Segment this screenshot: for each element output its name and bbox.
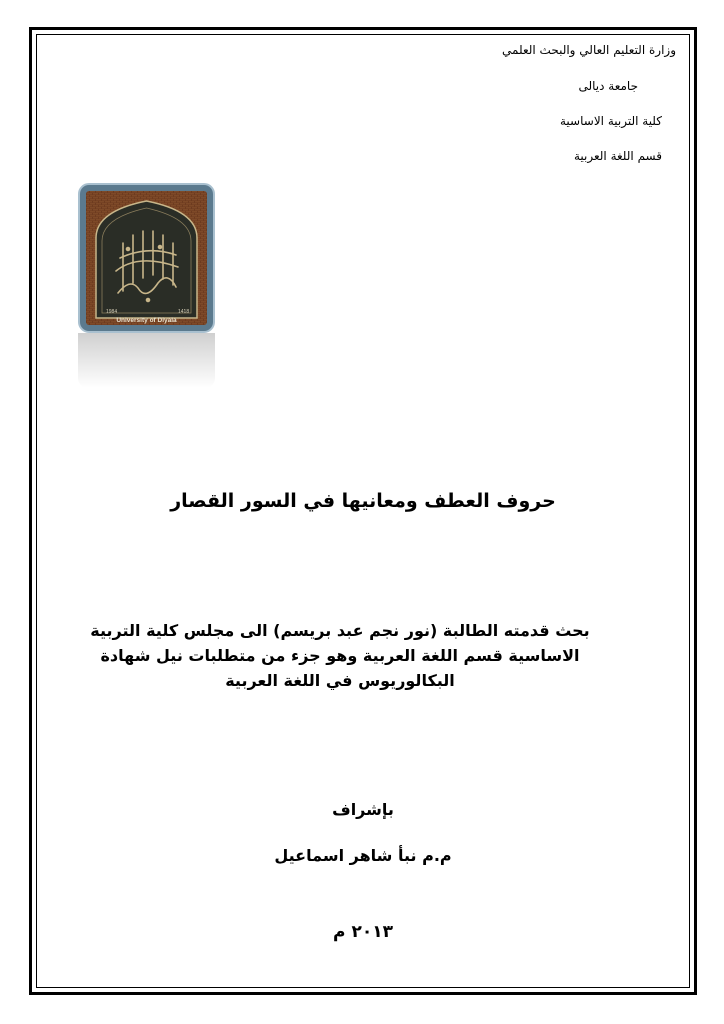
logo-university-name: University of Diyala (116, 317, 177, 324)
research-title: حروف العطف ومعانيها في السور القصار (170, 490, 556, 512)
college-logo-emblem (78, 183, 215, 333)
logo-reflection (78, 333, 215, 388)
research-statement: بحث قدمته الطالبة (نور نجم عبد بريسم) الى مجلس كلية التربية الاساسية قسم اللغة العربية وهو جزء من متطلبات نيل شهادة البكالوريوس في اللغة العربية (90, 621, 590, 690)
college-line: كلية التربية الاساسية (560, 114, 662, 128)
department-line: قسم اللغة العربية (573, 149, 662, 163)
ministry-line: وزارة التعليم العالي والبحث العلمي (502, 43, 676, 57)
university-line: جامعة ديالى (578, 79, 638, 93)
college-logo (78, 183, 215, 333)
supervisor-name: م.م نبأ شاهر اسماعيل (274, 846, 452, 865)
year-label: ٢٠١٣ م (333, 922, 393, 942)
supervision-label: بإشراف (332, 800, 394, 819)
logo-year-left: 1984 (106, 309, 118, 315)
logo-year-right: 1418 (178, 309, 190, 315)
